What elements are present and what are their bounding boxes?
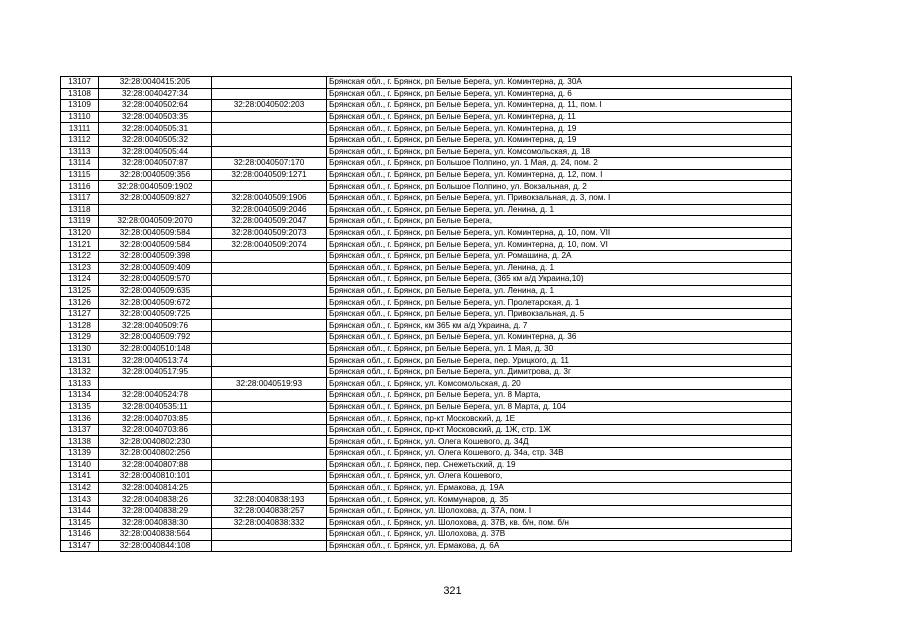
row-number-cell: 13116 xyxy=(61,181,99,193)
address-cell: Брянская обл., г. Брянск, рп Белые Берега, ул. Коминтерна, д. 12, пом. I xyxy=(327,169,792,181)
related-cadastral-number-cell: 32:28:0040509:1271 xyxy=(212,169,327,181)
cadastral-number-cell xyxy=(99,204,212,216)
property-register-table xyxy=(60,76,792,552)
related-cadastral-number-cell xyxy=(212,285,327,297)
address-cell: Брянская обл., г. Брянск, рп Белые Берега, ул. 8 Марта, д. 104 xyxy=(327,401,792,413)
address-cell: Брянская обл., г. Брянск, рп Белые Берега, ул. Комсомольская, д. 18 xyxy=(327,146,792,158)
cadastral-number-cell: 32:28:0040510:148 xyxy=(99,343,212,355)
table-row xyxy=(61,448,792,460)
related-cadastral-number-cell: 32:28:0040509:2074 xyxy=(212,239,327,251)
row-number-cell: 13117 xyxy=(61,192,99,204)
related-cadastral-number-cell xyxy=(212,390,327,402)
cadastral-number-cell: 32:28:0040703:85 xyxy=(99,413,212,425)
cadastral-number-cell: 32:28:0040509:398 xyxy=(99,250,212,262)
table-row xyxy=(61,401,792,413)
address-cell: Брянская обл., г. Брянск, рп Большое Полпино, ул. Вокзальная, д. 2 xyxy=(327,181,792,193)
table-body xyxy=(61,77,792,552)
address-cell: Брянская обл., г. Брянск, рп Белые Берега, ул. Коминтерна, д. 19 xyxy=(327,123,792,135)
row-number-cell: 13111 xyxy=(61,123,99,135)
row-number-cell: 13134 xyxy=(61,390,99,402)
table-row xyxy=(61,227,792,239)
row-number-cell: 13128 xyxy=(61,320,99,332)
table-row xyxy=(61,355,792,367)
table-row xyxy=(61,413,792,425)
row-number-cell: 13121 xyxy=(61,239,99,251)
cadastral-number-cell: 32:28:0040509:584 xyxy=(99,227,212,239)
table-row xyxy=(61,146,792,158)
table-row xyxy=(61,250,792,262)
row-number-cell: 13122 xyxy=(61,250,99,262)
row-number-cell: 13130 xyxy=(61,343,99,355)
table-row xyxy=(61,308,792,320)
row-number-cell: 13118 xyxy=(61,204,99,216)
row-number-cell: 13147 xyxy=(61,540,99,552)
cadastral-number-cell: 32:28:0040427:34 xyxy=(99,88,212,100)
table-row xyxy=(61,459,792,471)
related-cadastral-number-cell xyxy=(212,181,327,193)
table-row xyxy=(61,297,792,309)
table-row xyxy=(61,204,792,216)
address-cell: Брянская обл., г. Брянск, рп Белые Берега, ул. Привокзальная, д. 5 xyxy=(327,308,792,320)
cadastral-number-cell: 32:28:0040509:409 xyxy=(99,262,212,274)
related-cadastral-number-cell xyxy=(212,274,327,286)
address-cell: Брянская обл., г. Брянск, рп Белые Берега, ул. Ленина, д. 1 xyxy=(327,204,792,216)
row-number-cell: 13109 xyxy=(61,100,99,112)
row-number-cell: 13112 xyxy=(61,134,99,146)
row-number-cell: 13119 xyxy=(61,216,99,228)
cadastral-number-cell: 32:28:0040509:792 xyxy=(99,332,212,344)
related-cadastral-number-cell: 32:28:0040509:2047 xyxy=(212,216,327,228)
related-cadastral-number-cell xyxy=(212,320,327,332)
cadastral-number-cell: 32:28:0040509:635 xyxy=(99,285,212,297)
cadastral-number-cell: 32:28:0040524:78 xyxy=(99,390,212,402)
cadastral-number-cell: 32:28:0040509:356 xyxy=(99,169,212,181)
table-row xyxy=(61,436,792,448)
cadastral-number-cell: 32:28:0040838:29 xyxy=(99,505,212,517)
address-cell: Брянская обл., г. Брянск, рп Белые Берега, ул. Коминтерна, д. 11 xyxy=(327,111,792,123)
row-number-cell: 13143 xyxy=(61,494,99,506)
address-cell: Брянская обл., г. Брянск, ул. Ермакова, д. 19А xyxy=(327,482,792,494)
address-cell: Брянская обл., г. Брянск, рп Белые Берега, ул. Димитрова, д. 3г xyxy=(327,366,792,378)
address-cell: Брянская обл., г. Брянск, рп Белые Берега, ул. Коминтерна, д. 10, пом. VI xyxy=(327,239,792,251)
related-cadastral-number-cell xyxy=(212,297,327,309)
address-cell: Брянская обл., г. Брянск, ул. Олега Кошевого, д. 34Д xyxy=(327,436,792,448)
row-number-cell: 13115 xyxy=(61,169,99,181)
table-row xyxy=(61,274,792,286)
table-row xyxy=(61,169,792,181)
row-number-cell: 13126 xyxy=(61,297,99,309)
address-cell: Брянская обл., г. Брянск, рп Белые Берега, ул. 1 Мая, д. 30 xyxy=(327,343,792,355)
cadastral-number-cell: 32:28:0040807:88 xyxy=(99,459,212,471)
table-row xyxy=(61,111,792,123)
row-number-cell: 13145 xyxy=(61,517,99,529)
table-row xyxy=(61,471,792,483)
table-row xyxy=(61,320,792,332)
address-cell: Брянская обл., г. Брянск, ул. Шолохова, д. 37А, пом. I xyxy=(327,505,792,517)
address-cell: Брянская обл., г. Брянск, ул. Шолохова, д. 37В, кв. б/н, пом. б/н xyxy=(327,517,792,529)
table-row xyxy=(61,332,792,344)
related-cadastral-number-cell xyxy=(212,459,327,471)
row-number-cell: 13133 xyxy=(61,378,99,390)
related-cadastral-number-cell: 32:28:0040507:170 xyxy=(212,158,327,170)
related-cadastral-number-cell: 32:28:0040838:193 xyxy=(212,494,327,506)
row-number-cell: 13127 xyxy=(61,308,99,320)
related-cadastral-number-cell xyxy=(212,111,327,123)
cadastral-number-cell: 32:28:0040509:2070 xyxy=(99,216,212,228)
row-number-cell: 13140 xyxy=(61,459,99,471)
cadastral-number-cell: 32:28:0040505:32 xyxy=(99,134,212,146)
related-cadastral-number-cell xyxy=(212,308,327,320)
address-cell: Брянская обл., г. Брянск, ул. Ермакова, д. 6А xyxy=(327,540,792,552)
page-number: 321 xyxy=(443,585,462,597)
cadastral-number-cell: 32:28:0040509:1902 xyxy=(99,181,212,193)
cadastral-number-cell: 32:28:0040505:31 xyxy=(99,123,212,135)
cadastral-number-cell: 32:28:0040838:26 xyxy=(99,494,212,506)
related-cadastral-number-cell xyxy=(212,134,327,146)
related-cadastral-number-cell: 32:28:0040519:93 xyxy=(212,378,327,390)
row-number-cell: 13124 xyxy=(61,274,99,286)
address-cell: Брянская обл., г. Брянск, ул. Олега Кошевого, xyxy=(327,471,792,483)
related-cadastral-number-cell: 32:28:0040838:332 xyxy=(212,517,327,529)
cadastral-number-cell: 32:28:0040535:11 xyxy=(99,401,212,413)
related-cadastral-number-cell: 32:28:0040509:1906 xyxy=(212,192,327,204)
row-number-cell: 13139 xyxy=(61,448,99,460)
row-number-cell: 13107 xyxy=(61,77,99,89)
address-cell: Брянская обл., г. Брянск, рп Белые Берега, ул. Коминтерна, д. 6 xyxy=(327,88,792,100)
address-cell: Брянская обл., г. Брянск, рп Белые Берега, ул. Привокзальная, д. 3, пом. I xyxy=(327,192,792,204)
table-row xyxy=(61,123,792,135)
table-row xyxy=(61,262,792,274)
address-cell: Брянская обл., г. Брянск, рп Белые Берега, xyxy=(327,216,792,228)
cadastral-number-cell: 32:28:0040814:25 xyxy=(99,482,212,494)
cadastral-number-cell: 32:28:0040509:672 xyxy=(99,297,212,309)
table-row xyxy=(61,216,792,228)
related-cadastral-number-cell: 32:28:0040509:2073 xyxy=(212,227,327,239)
address-cell: Брянская обл., г. Брянск, рп Белые Берега, пер. Урицкого, д. 11 xyxy=(327,355,792,367)
cadastral-number-cell: 32:28:0040509:570 xyxy=(99,274,212,286)
row-number-cell: 13125 xyxy=(61,285,99,297)
table-row xyxy=(61,158,792,170)
table-row xyxy=(61,100,792,112)
related-cadastral-number-cell xyxy=(212,355,327,367)
table-row xyxy=(61,494,792,506)
table-row xyxy=(61,424,792,436)
address-cell: Брянская обл., г. Брянск, ул. Комсомольская, д. 20 xyxy=(327,378,792,390)
row-number-cell: 13113 xyxy=(61,146,99,158)
cadastral-number-cell: 32:28:0040513:74 xyxy=(99,355,212,367)
row-number-cell: 13142 xyxy=(61,482,99,494)
related-cadastral-number-cell xyxy=(212,123,327,135)
address-cell: Брянская обл., г. Брянск, ул. Олега Кошевого, д. 34а, стр. 34В xyxy=(327,448,792,460)
related-cadastral-number-cell: 32:28:0040509:2046 xyxy=(212,204,327,216)
table-row xyxy=(61,285,792,297)
address-cell: Брянская обл., г. Брянск, рп Большое Полпино, ул. 1 Мая, д. 24, пом. 2 xyxy=(327,158,792,170)
related-cadastral-number-cell xyxy=(212,343,327,355)
cadastral-number-cell: 32:28:0040838:30 xyxy=(99,517,212,529)
cadastral-number-cell: 32:28:0040802:230 xyxy=(99,436,212,448)
table-row xyxy=(61,378,792,390)
related-cadastral-number-cell xyxy=(212,77,327,89)
row-number-cell: 13146 xyxy=(61,529,99,541)
row-number-cell: 13114 xyxy=(61,158,99,170)
address-cell: Брянская обл., г. Брянск, пр-кт Московский, д. 1Е xyxy=(327,413,792,425)
address-cell: Брянская обл., г. Брянск, ул. Шолохова, д. 37В xyxy=(327,529,792,541)
table-row xyxy=(61,505,792,517)
related-cadastral-number-cell xyxy=(212,262,327,274)
related-cadastral-number-cell: 32:28:0040838:257 xyxy=(212,505,327,517)
row-number-cell: 13137 xyxy=(61,424,99,436)
related-cadastral-number-cell xyxy=(212,146,327,158)
address-cell: Брянская обл., г. Брянск, рп Белые Берега, ул. Ленина, д. 1 xyxy=(327,262,792,274)
related-cadastral-number-cell xyxy=(212,482,327,494)
address-cell: Брянская обл., г. Брянск, пер. Снежетьский, д. 19 xyxy=(327,459,792,471)
address-cell: Брянская обл., г. Брянск, пр-кт Московский, д. 1Ж, стр. 1Ж xyxy=(327,424,792,436)
cadastral-number-cell: 32:28:0040838:564 xyxy=(99,529,212,541)
table-row xyxy=(61,181,792,193)
address-cell: Брянская обл., г. Брянск, км 365 км а/д Украина, д. 7 xyxy=(327,320,792,332)
cadastral-number-cell: 32:28:0040509:76 xyxy=(99,320,212,332)
address-cell: Брянская обл., г. Брянск, рп Белые Берега, ул. Ленина, д. 1 xyxy=(327,285,792,297)
cadastral-number-cell: 32:28:0040509:725 xyxy=(99,308,212,320)
related-cadastral-number-cell xyxy=(212,250,327,262)
cadastral-number-cell: 32:28:0040503:35 xyxy=(99,111,212,123)
address-cell: Брянская обл., г. Брянск, рп Белые Берега, ул. Коминтерна, д. 10, пом. VII xyxy=(327,227,792,239)
address-cell: Брянская обл., г. Брянск, рп Белые Берега, ул. Коминтерна, д. 11, пом. I xyxy=(327,100,792,112)
related-cadastral-number-cell: 32:28:0040502:203 xyxy=(212,100,327,112)
row-number-cell: 13136 xyxy=(61,413,99,425)
table-row xyxy=(61,192,792,204)
table-row xyxy=(61,482,792,494)
address-cell: Брянская обл., г. Брянск, рп Белые Берега, ул. Ромашина, д. 2А xyxy=(327,250,792,262)
row-number-cell: 13132 xyxy=(61,366,99,378)
row-number-cell: 13110 xyxy=(61,111,99,123)
cadastral-number-cell: 32:28:0040507:87 xyxy=(99,158,212,170)
row-number-cell: 13138 xyxy=(61,436,99,448)
related-cadastral-number-cell xyxy=(212,540,327,552)
address-cell: Брянская обл., г. Брянск, рп Белые Берега, ул. Коминтерна, д. 36 xyxy=(327,332,792,344)
address-cell: Брянская обл., г. Брянск, рп Белые Берега, (365 км а/д Украина,10) xyxy=(327,274,792,286)
cadastral-number-cell: 32:28:0040517:95 xyxy=(99,366,212,378)
cadastral-number-cell: 32:28:0040509:827 xyxy=(99,192,212,204)
related-cadastral-number-cell xyxy=(212,448,327,460)
table-row xyxy=(61,517,792,529)
related-cadastral-number-cell xyxy=(212,401,327,413)
address-cell: Брянская обл., г. Брянск, ул. Коммунаров, д. 35 xyxy=(327,494,792,506)
table-row xyxy=(61,529,792,541)
cadastral-number-cell: 32:28:0040802:256 xyxy=(99,448,212,460)
table-row xyxy=(61,239,792,251)
related-cadastral-number-cell xyxy=(212,471,327,483)
row-number-cell: 13120 xyxy=(61,227,99,239)
cadastral-number-cell: 32:28:0040415:205 xyxy=(99,77,212,89)
table-row xyxy=(61,77,792,89)
address-cell: Брянская обл., г. Брянск, рп Белые Берега, ул. 8 Марта, xyxy=(327,390,792,402)
cadastral-number-cell: 32:28:0040703:86 xyxy=(99,424,212,436)
table-row xyxy=(61,134,792,146)
related-cadastral-number-cell xyxy=(212,529,327,541)
cadastral-number-cell: 32:28:0040810:101 xyxy=(99,471,212,483)
table-row xyxy=(61,390,792,402)
address-cell: Брянская обл., г. Брянск, рп Белые Берега, ул. Пролетарская, д. 1 xyxy=(327,297,792,309)
row-number-cell: 13123 xyxy=(61,262,99,274)
table-row xyxy=(61,540,792,552)
table-row xyxy=(61,88,792,100)
row-number-cell: 13129 xyxy=(61,332,99,344)
cadastral-number-cell: 32:28:0040844:108 xyxy=(99,540,212,552)
row-number-cell: 13108 xyxy=(61,88,99,100)
address-cell: Брянская обл., г. Брянск, рп Белые Берега, ул. Коминтерна, д. 19 xyxy=(327,134,792,146)
table-row xyxy=(61,366,792,378)
related-cadastral-number-cell xyxy=(212,436,327,448)
cadastral-number-cell xyxy=(99,378,212,390)
related-cadastral-number-cell xyxy=(212,332,327,344)
related-cadastral-number-cell xyxy=(212,366,327,378)
cadastral-number-cell: 32:28:0040509:584 xyxy=(99,239,212,251)
row-number-cell: 13141 xyxy=(61,471,99,483)
related-cadastral-number-cell xyxy=(212,88,327,100)
table-row xyxy=(61,343,792,355)
row-number-cell: 13131 xyxy=(61,355,99,367)
cadastral-number-cell: 32:28:0040502:64 xyxy=(99,100,212,112)
related-cadastral-number-cell xyxy=(212,424,327,436)
cadastral-number-cell: 32:28:0040505:44 xyxy=(99,146,212,158)
row-number-cell: 13135 xyxy=(61,401,99,413)
related-cadastral-number-cell xyxy=(212,413,327,425)
row-number-cell: 13144 xyxy=(61,505,99,517)
address-cell: Брянская обл., г. Брянск, рп Белые Берега, ул. Коминтерна, д. 30А xyxy=(327,77,792,89)
